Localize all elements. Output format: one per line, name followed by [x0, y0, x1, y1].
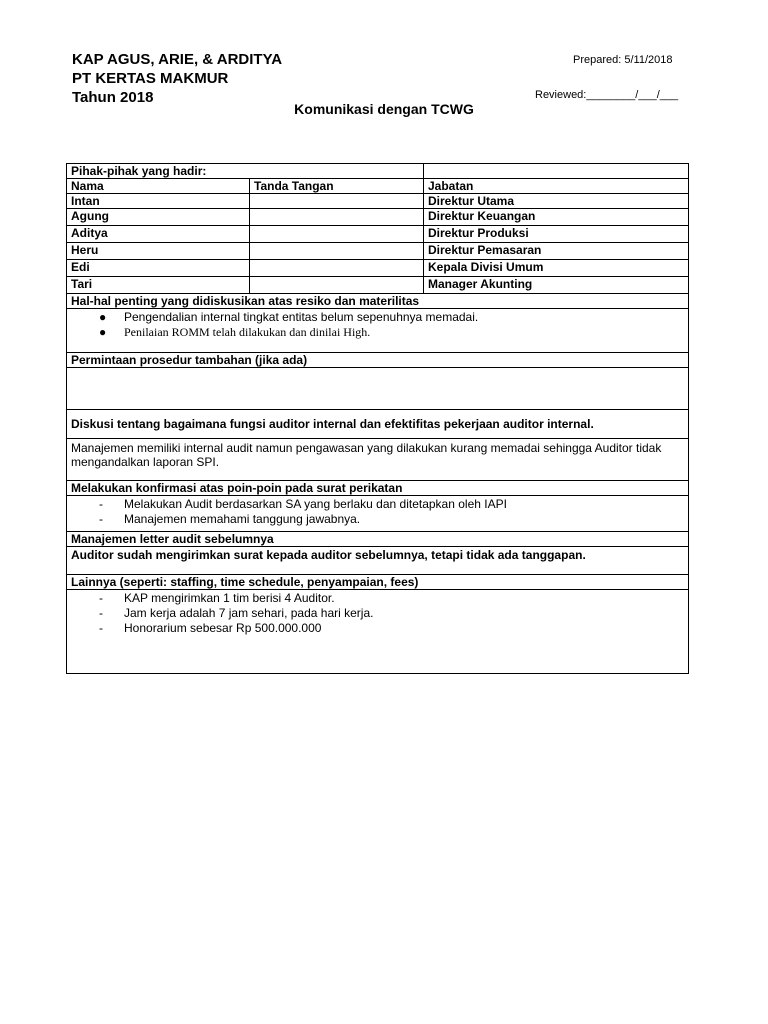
prior-letter-section-body [67, 547, 689, 575]
attendee-position: Kepala Divisi Umum [424, 260, 689, 277]
attendee-row [67, 260, 689, 277]
confirmation-items-cell [67, 496, 689, 532]
list-item-text: Honorarium sebesar Rp 500.000.000 [124, 621, 322, 635]
list-item [71, 325, 684, 340]
reviewed-field: Reviewed:________/___/___ [535, 89, 679, 101]
signature-cell[interactable] [250, 194, 424, 209]
list-item [71, 310, 684, 325]
attendee-position: Direktur Utama [424, 194, 689, 209]
signature-cell[interactable] [250, 226, 424, 243]
attendees-section-row [67, 164, 689, 179]
signature-cell[interactable] [250, 243, 424, 260]
attendee-name: Edi [67, 260, 250, 277]
internal-audit-section-label: Diskusi tentang bagaimana fungsi auditor internal dan efektifitas pekerjaan auditor internal. [67, 410, 689, 439]
attendees-header-row [67, 179, 689, 194]
additional-section-label: Permintaan prosedur tambahan (jika ada) [67, 353, 689, 368]
additional-input-area[interactable] [67, 368, 689, 410]
column-header-position: Jabatan [424, 179, 689, 194]
client-name: PT KERTAS MAKMUR [72, 70, 229, 87]
list-item-text: Penilaian ROMM telah dilakukan dan dinilai High. [124, 325, 371, 339]
period-year: Tahun 2018 [72, 89, 154, 106]
list-item [71, 591, 684, 606]
attendee-row [67, 243, 689, 260]
list-item-text: Pengendalian internal tingkat entitas belum sepenuhnya memadai. [124, 310, 479, 324]
attendee-name: Aditya [67, 226, 250, 243]
attendee-position: Manager Akunting [424, 277, 689, 294]
attendee-position: Direktur Keuangan [424, 209, 689, 226]
column-header-signature: Tanda Tangan [250, 179, 424, 194]
list-item [71, 621, 684, 636]
attendee-name: Agung [67, 209, 250, 226]
prepared-date: Prepared: 5/11/2018 [573, 54, 673, 66]
additional-section-header [67, 353, 689, 368]
risk-items-cell [67, 309, 689, 353]
attendee-position: Direktur Produksi [424, 226, 689, 243]
risk-section-body [67, 309, 689, 353]
firm-name: KAP AGUS, ARIE, & ARDITYA [72, 51, 283, 68]
confirmation-list [71, 497, 684, 527]
confirmation-section-body [67, 496, 689, 532]
risk-section-label: Hal-hal penting yang didiskusikan atas resiko dan materilitas [67, 294, 689, 309]
dash-marker: - [99, 606, 103, 620]
signature-cell[interactable] [250, 260, 424, 277]
dash-marker: - [99, 512, 103, 526]
internal-audit-section-body [67, 439, 689, 481]
prior-letter-section-header [67, 532, 689, 547]
risk-section-header [67, 294, 689, 309]
list-item-text: Melakukan Audit berdasarkan SA yang berlaku dan ditetapkan oleh IAPI [124, 497, 507, 511]
attendees-label: Pihak-pihak yang hadir: [67, 164, 424, 179]
risk-list [71, 310, 684, 340]
attendee-row [67, 194, 689, 209]
tcwg-form-table [66, 163, 689, 674]
others-section-header [67, 575, 689, 590]
document-header [72, 50, 282, 107]
dash-marker: - [99, 591, 103, 605]
list-item [71, 497, 684, 512]
dash-marker: - [99, 497, 103, 511]
attendee-row [67, 277, 689, 294]
attendee-position: Direktur Pemasaran [424, 243, 689, 260]
others-section-body [67, 590, 689, 674]
list-item-text: Manajemen memahami tanggung jawabnya. [124, 512, 361, 526]
attendee-row [67, 209, 689, 226]
empty-cell [424, 164, 689, 179]
attendee-name: Tari [67, 277, 250, 294]
page-title: Komunikasi dengan TCWG [294, 101, 474, 117]
additional-section-body [67, 368, 689, 410]
others-list [71, 591, 684, 636]
attendee-name: Intan [67, 194, 250, 209]
dash-marker: - [99, 621, 103, 635]
confirmation-section-label: Melakukan konfirmasi atas poin-poin pada surat perikatan [67, 481, 689, 496]
others-section-label: Lainnya (seperti: staffing, time schedule, penyampaian, fees) [67, 575, 689, 590]
internal-audit-text: Manajemen memiliki internal audit namun pengawasan yang dilakukan kurang memadai sehingga Auditor tidak mengandalkan laporan SPI. [67, 439, 689, 481]
list-item [71, 606, 684, 621]
others-items-cell [67, 590, 689, 674]
list-item-text: KAP mengirimkan 1 tim berisi 4 Auditor. [124, 591, 335, 605]
bullet-icon: ● [99, 310, 107, 324]
prior-letter-text: Auditor sudah mengirimkan surat kepada auditor sebelumnya, tetapi tidak ada tanggapan. [67, 547, 689, 575]
list-item [71, 512, 684, 527]
list-item-text: Jam kerja adalah 7 jam sehari, pada hari kerja. [124, 606, 374, 620]
signature-cell[interactable] [250, 209, 424, 226]
internal-audit-section-header [67, 410, 689, 439]
bullet-icon: ● [99, 325, 107, 339]
signature-cell[interactable] [250, 277, 424, 294]
prior-letter-section-label: Manajemen letter audit sebelumnya [67, 532, 689, 547]
attendee-row [67, 226, 689, 243]
column-header-name: Nama [67, 179, 250, 194]
confirmation-section-header [67, 481, 689, 496]
attendee-name: Heru [67, 243, 250, 260]
